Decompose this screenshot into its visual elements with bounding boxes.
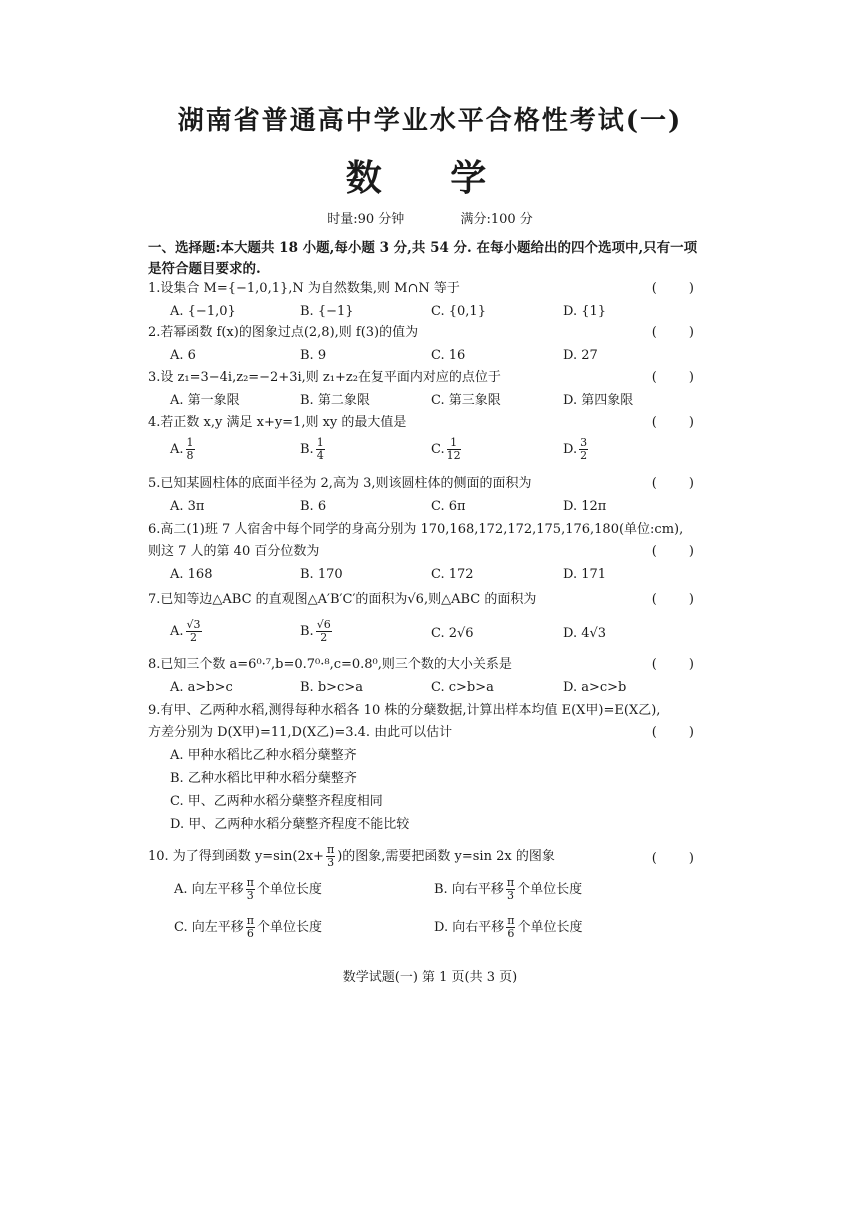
option-text: B. 向右平移 [434, 882, 504, 897]
question-stem: 4.若正数 x,y 满足 x+y=1,则 xy 的最大值是 [148, 415, 407, 430]
option-unit: 个单位长度 [517, 882, 583, 897]
fraction [246, 915, 255, 940]
answer-paren: ( ) [651, 657, 708, 672]
option-d: D. {1} [563, 304, 607, 319]
question-5 [148, 475, 708, 516]
stem-part: 10. 为了得到函数 y=sin(2x+ [148, 849, 324, 864]
question-7 [148, 591, 708, 649]
question-stem: 5.已知某圆柱体的底面半径为 2,高为 3,则该圆柱体的侧面的面积为 [148, 476, 532, 491]
options-row-1 [148, 877, 708, 907]
option-b: B. b>c>a [300, 680, 363, 695]
option-a [170, 437, 197, 462]
option-c: C. 第三象限 [431, 393, 501, 408]
denominator: 2 [580, 449, 588, 462]
answer-paren: ( ) [651, 415, 708, 430]
option-b: B. 第二象限 [300, 393, 370, 408]
option-c: C. c>b>a [431, 680, 494, 695]
question-stem-continued: 则这 7 人的第 40 百分位数为 [148, 544, 320, 559]
denominator: 3 [506, 889, 514, 902]
numerator: 1 [447, 437, 461, 450]
question-8 [148, 656, 708, 697]
option-a: A. a>b>c [170, 680, 233, 695]
option-unit: 个单位长度 [517, 920, 583, 935]
fraction [447, 437, 461, 462]
numerator: π [326, 843, 335, 856]
option-c [431, 437, 463, 462]
option-text: D. 向右平移 [434, 920, 505, 935]
option-unit: 个单位长度 [256, 882, 322, 897]
fraction [316, 437, 325, 462]
answer-paren: ( ) [651, 281, 708, 296]
numerator: π [507, 914, 515, 927]
question-stem [148, 844, 708, 869]
numerator: 1 [316, 436, 324, 449]
option-d: D. 171 [563, 567, 607, 582]
option-a: A. {−1,0} [170, 304, 236, 319]
denominator: 8 [186, 449, 194, 462]
option-a: A. 6 [170, 348, 196, 363]
option-b: B. {−1} [300, 304, 354, 319]
option-d [434, 915, 582, 940]
option-b: B. 9 [300, 348, 327, 363]
numerator: π [506, 876, 515, 889]
option-d: D. 12π [563, 499, 607, 514]
options [148, 498, 708, 516]
fraction [246, 877, 255, 902]
option-d: D. 第四象限 [563, 393, 634, 408]
question-1 [148, 280, 708, 321]
question-stem-continued: 方差分别为 D(X甲)=11,D(X乙)=3.4. 由此可以估计 [148, 725, 453, 740]
option-a: A. 甲种水稻比乙种水稻分蘖整齐 [170, 748, 357, 763]
option-a: A. 第一象限 [170, 393, 240, 408]
option-b: B. 6 [300, 499, 327, 514]
fraction [506, 915, 515, 940]
numerator: 1 [186, 436, 194, 449]
numerator: π [246, 876, 254, 889]
subject-title: 数 学 [345, 158, 515, 199]
answer-paren: ( ) [651, 325, 708, 340]
option-a [170, 619, 204, 644]
option-a [174, 877, 322, 902]
option-b: B. 170 [300, 567, 343, 582]
option-c: C. {0,1} [431, 304, 486, 319]
option-letter: D. [563, 442, 578, 457]
option-letter: C. [431, 442, 445, 457]
option-c: C. 2√6 [431, 626, 474, 641]
stem-part: )的图象,需要把函数 y=sin 2x 的图象 [337, 849, 555, 864]
option-b [434, 877, 582, 902]
question-6 [148, 521, 720, 584]
fraction [186, 619, 202, 644]
answer-paren: ( ) [651, 851, 708, 866]
option-d: D. a>c>b [563, 680, 627, 695]
exam-info [0, 208, 860, 227]
question-stem: 7.已知等边△ABC 的直观图△A′B′C′的面积为√6,则△ABC 的面积为 [148, 592, 537, 607]
denominator: 12 [446, 449, 461, 462]
fraction [186, 437, 195, 462]
numerator: √6 [316, 618, 331, 631]
numerator: π [246, 914, 254, 927]
option-c [174, 915, 322, 940]
answer-paren: ( ) [651, 370, 708, 385]
option-a: A. 3π [170, 499, 205, 514]
options [148, 679, 708, 697]
option-c: C. 6π [431, 499, 466, 514]
option-d: D. 4√3 [563, 626, 607, 641]
answer-paren: ( ) [651, 725, 708, 740]
numerator: √3 [186, 618, 201, 631]
option-letter: A. [170, 442, 184, 457]
question-stem: 1.设集合 M={−1,0,1},N 为自然数集,则 M∩N 等于 [148, 281, 460, 296]
fraction [326, 844, 335, 869]
denominator: 6 [246, 927, 254, 940]
answer-paren: ( ) [651, 476, 708, 491]
fraction [316, 619, 332, 644]
options [148, 303, 708, 321]
option-a: A. 168 [170, 567, 213, 582]
question-stem: 8.已知三个数 a=6⁰·⁷,b=0.7⁰·⁸,c=0.8⁰,则三个数的大小关系是 [148, 657, 512, 672]
option-b [300, 619, 334, 644]
denominator: 4 [316, 449, 324, 462]
numerator: 3 [580, 436, 588, 449]
section-instructions: 一、选择题:本大题共 18 小题,每小题 3 分,共 54 分. 在每小题给出的四个选项中,只有一项是符合题目要求的. [148, 240, 698, 277]
option-b [300, 437, 327, 462]
page-footer: 数学试题(一) 第 1 页(共 3 页) [342, 970, 518, 985]
question-stem: 2.若幂函数 f(x)的图象过点(2,8),则 f(3)的值为 [148, 325, 419, 340]
time-limit: 时量:90 分钟 [327, 212, 405, 227]
options [148, 437, 708, 467]
option-c: C. 16 [431, 348, 466, 363]
option-c: C. 甲、乙两种水稻分蘖整齐程度相同 [170, 794, 383, 809]
answer-paren: ( ) [651, 544, 708, 559]
question-9 [148, 702, 720, 834]
question-2 [148, 324, 708, 365]
fraction [506, 877, 515, 902]
exam-title: 湖南省普通高中学业水平合格性考试(一) [177, 106, 683, 136]
denominator: 2 [320, 631, 328, 644]
question-stem-line2 [148, 724, 720, 742]
denominator: 6 [507, 927, 515, 940]
option-letter: A. [170, 624, 184, 639]
option-d: D. 甲、乙两种水稻分蘖整齐程度不能比较 [170, 817, 410, 832]
question-stem: 6.高二(1)班 7 人宿舍中每个同学的身高分别为 170,168,172,172,175,176,180(单位:cm), [148, 522, 684, 537]
question-stem: 3.设 z₁=3−4i,z₂=−2+3i,则 z₁+z₂在复平面内对应的点位于 [148, 370, 501, 385]
option-unit: 个单位长度 [256, 920, 322, 935]
option-c: C. 172 [431, 567, 474, 582]
option-text: C. 向左平移 [174, 920, 244, 935]
question-stem-line2 [148, 543, 720, 561]
denominator: 3 [246, 889, 254, 902]
options-row-2 [148, 915, 708, 945]
denominator: 2 [190, 631, 198, 644]
option-b: B. 乙种水稻比甲种水稻分蘖整齐 [170, 771, 357, 786]
full-score: 满分:100 分 [460, 212, 533, 227]
option-d [563, 437, 590, 462]
fraction [579, 437, 588, 462]
question-4 [148, 414, 708, 467]
options [148, 619, 708, 649]
options [148, 566, 720, 584]
options [148, 347, 708, 365]
option-d: D. 27 [563, 348, 598, 363]
answer-paren: ( ) [651, 592, 708, 607]
question-10 [148, 844, 708, 945]
option-letter: B. [300, 442, 314, 457]
option-letter: B. [300, 624, 314, 639]
option-text: A. 向左平移 [174, 882, 244, 897]
question-stem: 9.有甲、乙两种水稻,测得每种水稻各 10 株的分蘖数据,计算出样本均值 E(X甲)=E(X乙), [148, 703, 661, 718]
options [148, 392, 708, 410]
denominator: 3 [327, 856, 335, 869]
question-3 [148, 369, 708, 410]
